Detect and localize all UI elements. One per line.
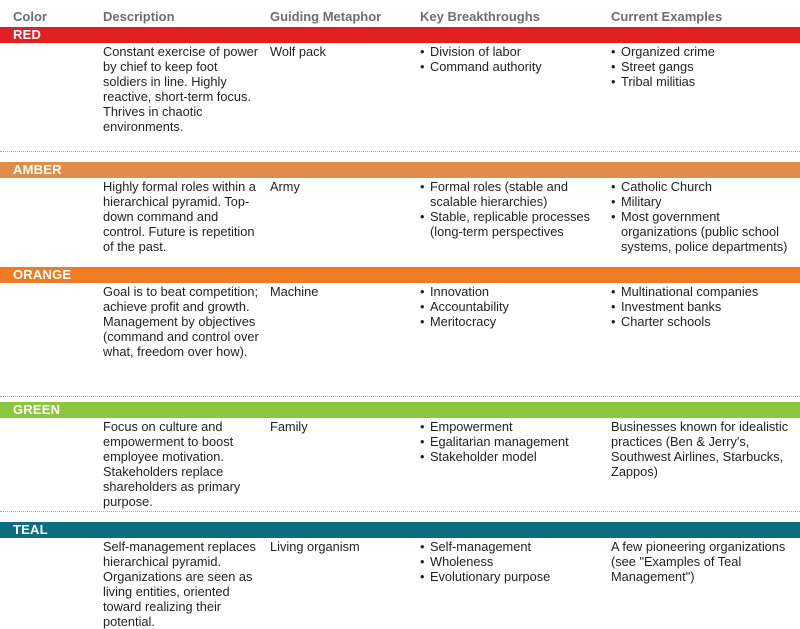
divider: [0, 511, 800, 512]
metaphor-cell: Family: [270, 419, 308, 434]
header-examples: Current Examples: [611, 9, 723, 24]
metaphor-cell: Machine: [270, 284, 319, 299]
list-item: • Command authority: [420, 59, 605, 74]
band-amber: AMBER: [0, 162, 800, 178]
examples-cell: [611, 44, 796, 89]
table-header: [0, 0, 800, 26]
list-item: • Multinational companies: [611, 284, 796, 299]
list-item: • Most government organizations (public school systems, police departments): [611, 209, 796, 254]
list-item: • Meritocracy: [420, 314, 605, 329]
list-item: • Catholic Church: [611, 179, 796, 194]
description-cell: Constant exercise of power by chief to keep foot soldiers in line. Highly reactive, short-term focus. Thrives in chaotic environments.: [103, 44, 259, 134]
header-description: Description: [103, 9, 175, 24]
list-item: • Empowerment: [420, 419, 605, 434]
examples-list: [611, 284, 796, 329]
examples-cell: [611, 539, 796, 584]
list-item: • Tribal militias: [611, 74, 796, 89]
list-item: • Innovation: [420, 284, 605, 299]
breakthroughs-list: [420, 179, 605, 239]
examples-cell: [611, 179, 796, 254]
list-item: • Formal roles (stable and scalable hierarchies): [420, 179, 605, 209]
band-green: GREEN: [0, 402, 800, 418]
list-item: • Division of labor: [420, 44, 605, 59]
breakthroughs-list: [420, 539, 605, 584]
list-item: • Organized crime: [611, 44, 796, 59]
metaphor-cell: Army: [270, 179, 300, 194]
list-item: • Investment banks: [611, 299, 796, 314]
list-item: • Accountability: [420, 299, 605, 314]
band-orange: ORANGE: [0, 267, 800, 283]
examples-text: Businesses known for idealistic practices (Ben & Jerry's, Southwest Airlines, Starbucks, Zappos): [611, 419, 789, 479]
examples-list: [611, 44, 796, 89]
breakthroughs-list: [420, 284, 605, 329]
list-item: • Evolutionary purpose: [420, 569, 605, 584]
examples-text: A few pioneering organizations (see "Examples of Teal Management"): [611, 539, 786, 584]
metaphor-cell: Wolf pack: [270, 44, 326, 59]
examples-cell: [611, 284, 796, 329]
list-item: • Egalitarian management: [420, 434, 605, 449]
metaphor-cell: Living organism: [270, 539, 360, 554]
list-item: • Self-management: [420, 539, 605, 554]
list-item: • Charter schools: [611, 314, 796, 329]
list-item: • Stakeholder model: [420, 449, 605, 464]
list-item: • Street gangs: [611, 59, 796, 74]
band-teal: TEAL: [0, 522, 800, 538]
band-red: RED: [0, 27, 800, 43]
list-item: • Wholeness: [420, 554, 605, 569]
breakthroughs-list: [420, 44, 605, 74]
examples-list: [611, 179, 796, 254]
description-cell: Focus on culture and empowerment to boost employee motivation. Stakeholders replace shareholders as primary purpose.: [103, 419, 241, 509]
description-cell: Self-management replaces hierarchical pyramid. Organizations are seen as living entities, oriented toward realizing their potential.: [103, 539, 256, 629]
list-item: • Stable, replicable processes (long-term perspectives: [420, 209, 605, 239]
examples-cell: [611, 419, 796, 479]
header-breakthroughs: Key Breakthroughs: [420, 9, 540, 24]
description-cell: Goal is to beat competition; achieve profit and growth. Management by objectives (command and control over what, freedom over how).: [103, 284, 259, 359]
list-item: • Military: [611, 194, 796, 209]
divider: [0, 396, 800, 397]
header-metaphor: Guiding Metaphor: [270, 9, 382, 24]
divider: [0, 151, 800, 152]
description-cell: Highly formal roles within a hierarchical pyramid. Top-down command and control. Future is repetition of the past.: [103, 179, 256, 254]
header-color: Color: [13, 9, 47, 24]
breakthroughs-list: [420, 419, 605, 464]
